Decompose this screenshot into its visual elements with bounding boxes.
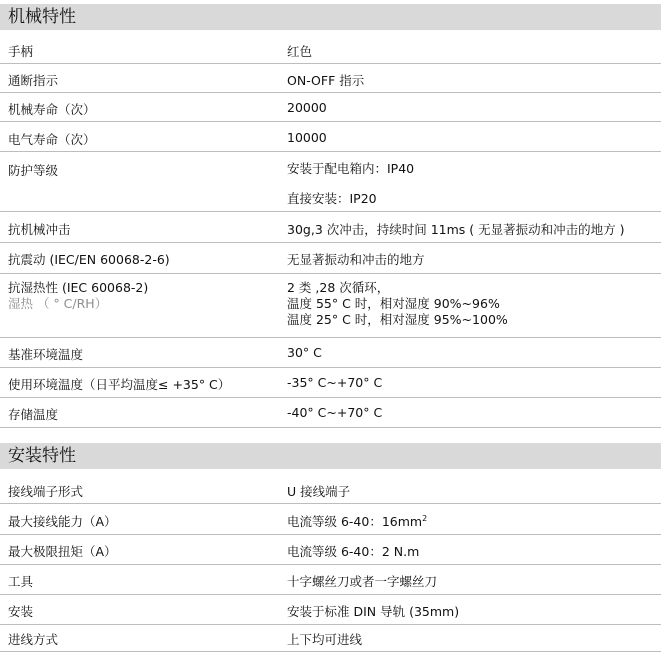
row-value: 上下均可进线 bbox=[287, 632, 363, 647]
section-title: 机械特性 bbox=[8, 7, 76, 27]
row-label: 最大接线能力（A） bbox=[8, 514, 117, 529]
row-label bbox=[8, 280, 148, 312]
row-value-line: 温度 55° C 时，相对湿度 90%~96% bbox=[287, 296, 500, 311]
row-label: 最大极限扭矩（A） bbox=[8, 544, 117, 559]
table-row bbox=[0, 214, 661, 243]
row-value bbox=[287, 280, 508, 328]
table-row bbox=[0, 155, 661, 212]
table-row bbox=[0, 476, 661, 504]
row-value-text: 电流等级 6-40：16mm bbox=[287, 514, 423, 529]
table-row bbox=[0, 506, 661, 535]
table-row bbox=[0, 597, 661, 625]
section-header-mechanical bbox=[0, 4, 661, 30]
table-row bbox=[0, 400, 661, 428]
row-value-line: 2 类 ,28 次循环， bbox=[287, 280, 390, 295]
row-value: 20000 bbox=[287, 100, 327, 115]
row-value: U 接线端子 bbox=[287, 484, 351, 499]
row-label: 手柄 bbox=[8, 44, 34, 59]
table-row bbox=[0, 277, 661, 338]
row-value: 红色 bbox=[287, 44, 313, 59]
table-row bbox=[0, 95, 661, 122]
row-value: 30g,3 次冲击，持续时间 11ms ( 无显著振动和冲击的地方 ) bbox=[287, 222, 625, 237]
table-row bbox=[0, 125, 661, 152]
row-value: 10000 bbox=[287, 130, 327, 145]
table-row bbox=[0, 66, 661, 93]
section-title: 安装特性 bbox=[8, 446, 76, 466]
row-value bbox=[287, 512, 427, 530]
row-label: 机械寿命（次） bbox=[8, 102, 96, 117]
row-label: 工具 bbox=[8, 574, 34, 589]
table-row bbox=[0, 370, 661, 398]
row-label: 防护等级 bbox=[8, 163, 59, 178]
row-label: 使用环境温度（日平均温度≤ +35° C） bbox=[8, 377, 231, 392]
row-value: -40° C~+70° C bbox=[287, 405, 383, 420]
row-value: -35° C~+70° C bbox=[287, 375, 383, 390]
row-value: 30° C bbox=[287, 345, 322, 360]
row-value: 十字螺丝刀或者一字螺丝刀 bbox=[287, 574, 438, 589]
row-value-line: 安装于配电箱内：IP40 bbox=[287, 161, 415, 176]
row-label: 通断指示 bbox=[8, 73, 59, 88]
row-value bbox=[287, 161, 414, 207]
table-row bbox=[0, 537, 661, 565]
row-value: 安装于标准 DIN 导轨 (35mm) bbox=[287, 604, 460, 619]
table-row bbox=[0, 245, 661, 274]
row-value: 电流等级 6-40：2 N.m bbox=[287, 544, 420, 559]
table-row bbox=[0, 340, 661, 368]
row-label: 进线方式 bbox=[8, 632, 59, 647]
table-row bbox=[0, 627, 661, 652]
superscript: 2 bbox=[422, 513, 428, 523]
row-value-line: 温度 25° C 时，相对湿度 95%~100% bbox=[287, 312, 508, 327]
row-label: 安装 bbox=[8, 604, 34, 619]
row-value-line: 直接安装：IP20 bbox=[287, 191, 377, 206]
table-row bbox=[0, 567, 661, 595]
section-header-installation bbox=[0, 443, 661, 469]
row-label: 抗机械冲击 bbox=[8, 222, 71, 237]
row-label: 基准环境温度 bbox=[8, 347, 84, 362]
row-value: 无显著振动和冲击的地方 bbox=[287, 252, 425, 267]
row-label-main: 抗湿热性 (IEC 60068-2) bbox=[8, 280, 149, 295]
table-row bbox=[0, 37, 661, 64]
row-label: 接线端子形式 bbox=[8, 484, 84, 499]
row-label: 抗震动 (IEC/EN 60068-2-6) bbox=[8, 252, 170, 267]
row-label: 电气寿命（次） bbox=[8, 132, 96, 147]
row-label-sub: 湿热 （ ° C/RH） bbox=[8, 296, 108, 311]
row-label: 存储温度 bbox=[8, 407, 59, 422]
row-value: ON-OFF 指示 bbox=[287, 73, 365, 88]
